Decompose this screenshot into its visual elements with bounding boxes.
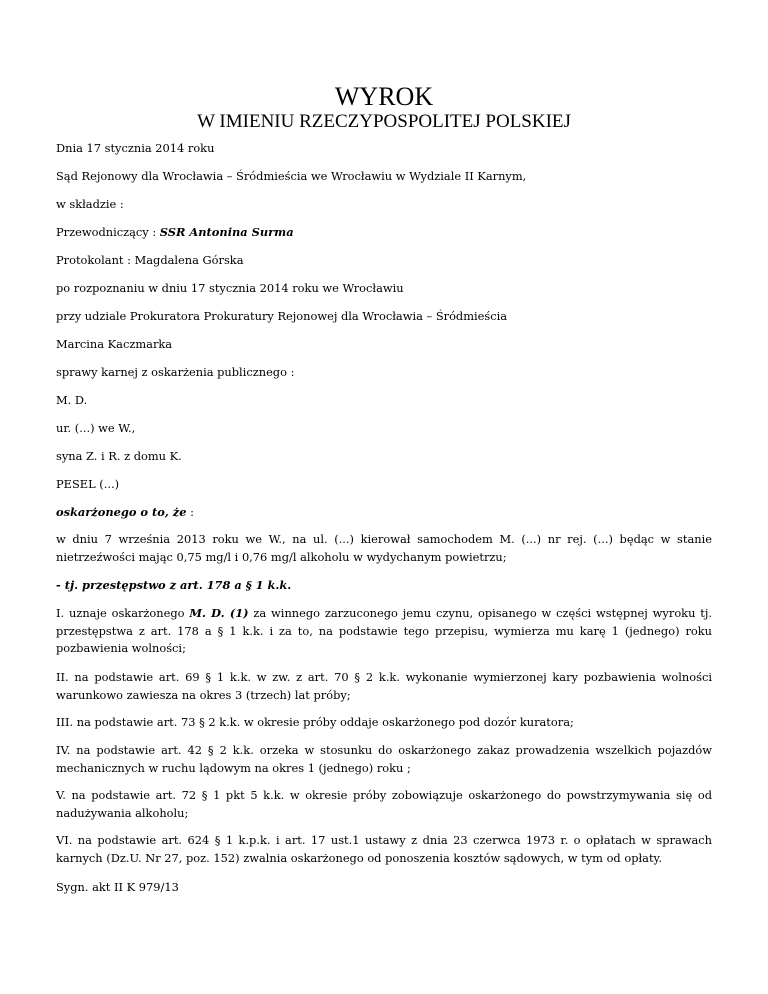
prosecutor-line: przy udziale Prokuratora Prokuratury Rejonowej dla Wrocławia – Śródmieścia — [56, 309, 508, 323]
verdict-1-defendant-name: M. D. (1) — [189, 606, 249, 620]
verdict-1-text: za winnego zarzuconego jemu czynu, opisanego w części wstępnej wyroku tj. przestępstwa z art. 178 a § 1 k.k. i za to, na podstawie tego przepisu, wymierza mu karę 1 (jednego) roku pozbawienia wolności; — [56, 606, 713, 655]
born-line: ur. (...) we W., — [56, 421, 136, 435]
charge-text: w dniu 7 września 2013 roku we W., na ul. (...) kierował samochodem M. (...) nr rej. (...) będąc w stanie nietrzeźwości mając 0,75 mg/l i 0,76 mg/l alkoholu w wydychanym powietrzu; — [56, 532, 712, 564]
case-line: sprawy karnej z oskarżenia publicznego : — [56, 365, 295, 379]
charged-heading — [56, 504, 712, 521]
hearing-line: po rozpoznaniu w dniu 17 stycznia 2014 roku we Wrocławiu — [56, 281, 404, 295]
verdict-item-5: V. na podstawie art. 72 § 1 pkt 5 k.k. w okresie próby zobowiązuje oskarżonego do powstrzymywania się od nadużywania alkoholu; — [56, 788, 712, 820]
clerk-line: Protokolant : Magdalena Górska — [56, 253, 244, 267]
verdict-1-prefix: I. uznaje oskarżonego — [56, 606, 190, 620]
qualification-line: - tj. przestępstwo z art. 178 a § 1 k.k. — [56, 578, 292, 592]
court-line: Sąd Rejonowy dla Wrocławia – Śródmieścia we Wrocławiu w Wydziale II Karnym, — [56, 169, 527, 183]
pesel-line: PESEL (...) — [56, 477, 120, 491]
son-of-line: syna Z. i R. z domu K. — [56, 449, 182, 463]
prosecutor-name: Marcina Kaczmarka — [56, 337, 173, 351]
date-line: Dnia 17 stycznia 2014 roku — [56, 141, 215, 155]
document-title: WYROK — [334, 82, 434, 111]
verdict-item-2: II. na podstawie art. 69 § 1 k.k. w zw. z art. 70 § 2 k.k. wykonanie wymierzonej kary pozbawienia wolności warunkowo zawiesza na okres 3 (trzech) lat próby; — [56, 670, 712, 702]
presiding-label: Przewodniczący : — [56, 225, 160, 239]
verdict-item-1 — [56, 605, 712, 658]
presiding-line — [56, 224, 712, 241]
charged-label: oskarżonego o to, że — [56, 505, 187, 519]
verdict-item-6: VI. na podstawie art. 624 § 1 k.p.k. i art. 17 ust.1 ustawy z dnia 23 czerwca 1973 r. o opłatach w sprawach karnych (Dz.U. Nr 27, poz. 152) zwalnia oskarżonego od ponoszenia kosztów sądowych, w tym od opłaty. — [56, 833, 712, 865]
verdict-item-3: III. na podstawie art. 73 § 2 k.k. w okresie próby oddaje oskarżonego pod dozór kuratora; — [56, 715, 574, 729]
composition-line: w składzie : — [56, 197, 124, 211]
charged-colon: : — [186, 505, 194, 519]
defendant-initials: M. D. — [56, 393, 88, 407]
presiding-judge-name: SSR Antonina Surma — [159, 225, 294, 239]
case-number: Sygn. akt II K 979/13 — [56, 880, 179, 894]
verdict-item-4: IV. na podstawie art. 42 § 2 k.k. orzeka w stosunku do oskarżonego zakaz prowadzenia wszelkich pojazdów mechanicznych w ruchu lądowym na okres 1 (jednego) roku ; — [56, 743, 712, 775]
document-subtitle: W IMIENIU RZECZYPOSPOLITEJ POLSKIEJ — [197, 111, 571, 132]
